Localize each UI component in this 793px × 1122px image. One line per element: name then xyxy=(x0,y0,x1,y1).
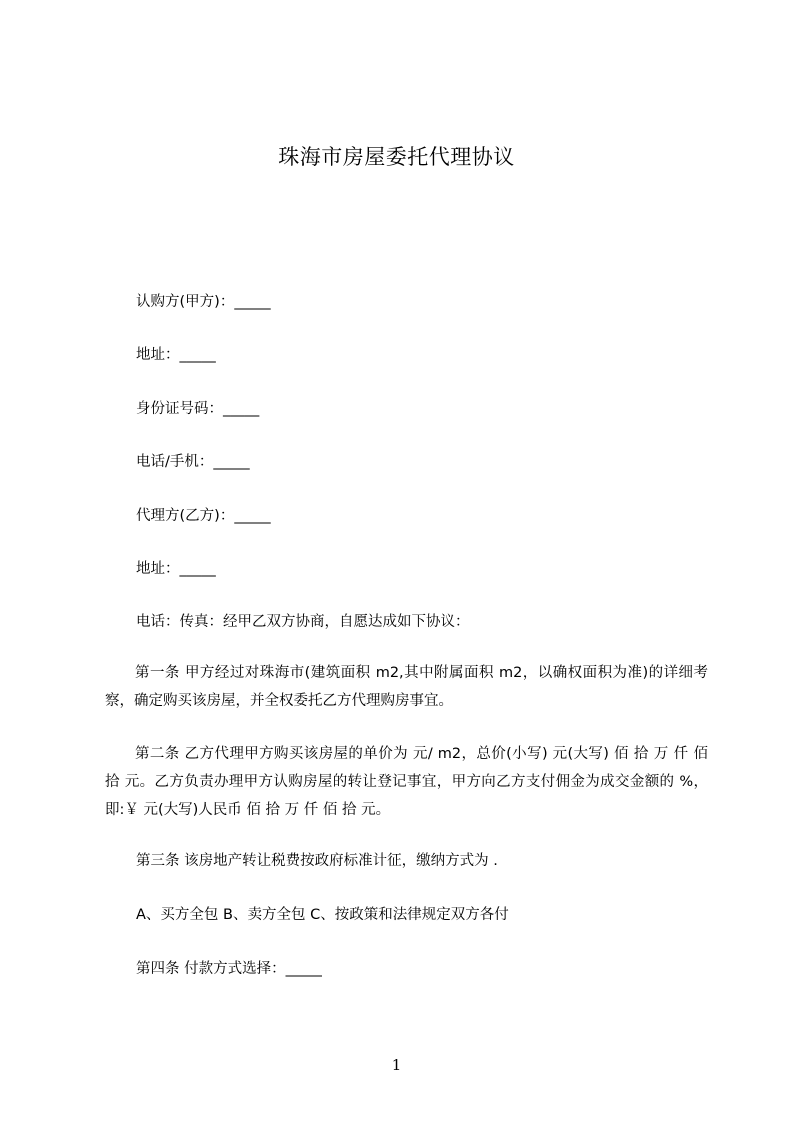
id-number-field: 身份证号码：_____ xyxy=(136,401,260,417)
phone-fax-intro: 电话：传真：经甲乙双方协商，自愿达成如下协议： xyxy=(136,614,470,630)
buyer-field: 认购方(甲方)：_____ xyxy=(136,294,271,310)
article-1: 第一条 甲方经过对珠海市(建筑面积 m2,其中附属面积 m2，以确权面积为准)的详细考察，确定购买该房屋，并全权委托乙方代理购房事宜。 xyxy=(105,665,708,709)
page-number: 1 xyxy=(391,1056,402,1074)
buyer-address-field: 地址：_____ xyxy=(136,347,216,363)
agent-field: 代理方(乙方)：_____ xyxy=(136,508,271,524)
article-4: 第四条 付款方式选择：_____ xyxy=(136,961,322,977)
agent-address-field: 地址：_____ xyxy=(136,561,216,577)
phone-field: 电话/手机：_____ xyxy=(136,454,250,470)
article-2: 第二条 乙方代理甲方购买该房屋的单价为 元/ m2，总价(小写) 元(大写) 佰 拾 万 仟 佰 拾 元。乙方负责办理甲方认购房屋的转让登记事宜，甲方向乙方支付佣金为成交金额的 %，即:￥ 元(大写)人民币 佰 拾 万 仟 佰 拾 元。 xyxy=(105,746,708,818)
document-title: 珠海市房屋委托代理协议 xyxy=(278,145,515,169)
article-3: 第三条 该房地产转让税费按政府标准计征，缴纳方式为 . xyxy=(136,853,498,869)
article-3-options: A、买方全包 B、卖方全包 C、按政策和法律规定双方各付 xyxy=(136,907,509,923)
